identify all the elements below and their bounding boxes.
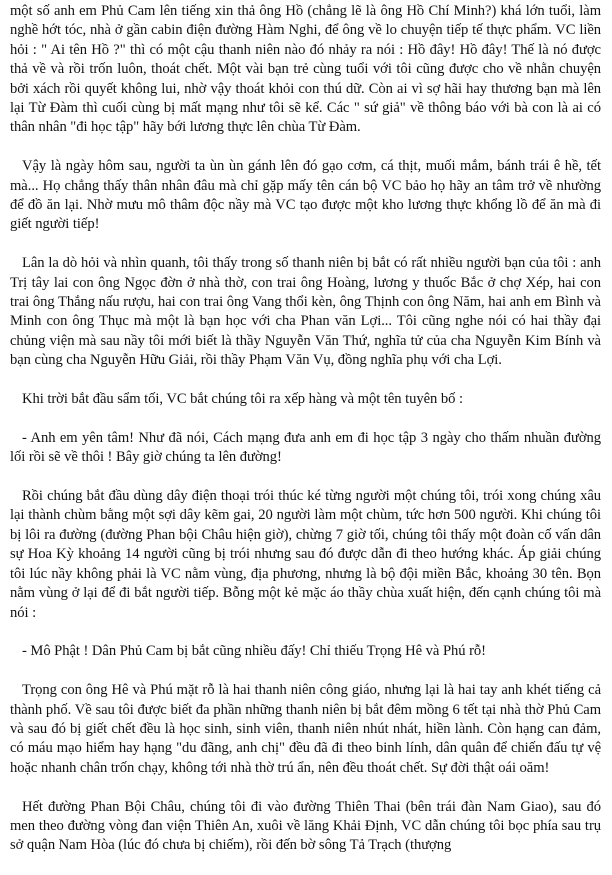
paragraph-tied-with-wire: Rồi chúng bắt đầu dùng dây điện thoại trói thúc ké từng người một chúng tôi, trói xong chúng xâu lại thành chùm bằng một sợi dây kẽm gai, 20 người làm một chùm, tức hơn 500 người. Khi chúng tôi bị lôi ra đường (đường Phan bội Châu hiện giờ), chừng 7 giờ tối, chúng tôi thấy một đoàn cố vấn dân sự Hoa Kỳ khoảng 14 người cũng bị trói nhưng sau đó được dẫn đi theo hướng khác. Áp giải chúng tôi lúc nầy không phải là VC nằm vùng, địa phương, nhưng là bộ đội miền Bắc, khoảng 30 tên. Bọn nằm vùng ở lại để đi bắt người tiếp. Bỗng một kẻ mặc áo thầy chùa xuất hiện, đến cạnh chúng tôi mà nói :: [10, 488, 601, 621]
paragraph-vc-announcement: - Anh em yên tâm! Như đã nói, Cách mạng đưa anh em đi học tập 3 ngày cho thấm nhuần đường lối rồi sẽ về thôi ! Bây giờ chúng ta lên đường!: [10, 429, 601, 466]
paragraph-release-of-mr-ho: một số anh em Phủ Cam lên tiếng xin thả ông Hồ (chẳng lẽ là ông Hồ Chí Minh?) khá lớn tuổi, làm nghề hớt tóc, nhà ở gần cabin điện đường Hàm Nghi, để ông về lo chuyện tiếp tế thực phẩm. VC liền hỏi : " Ai tên Hồ ?" thì có một cậu thanh niên nào đó nhảy ra nói : Hồ đây! Hồ đây! Thế là nó được thả về và rồi trốn luôn, thoát chết. Một vài bạn trẻ cùng tuổi với tôi cũng được cho về nhằn chuyện bởi xách rồi quyết không lui, nhờ vậy thoát khỏi con thú dữ. Còn ai vì sợ hãi hay thương bạn mà lên lại Từ Đàm thì cuối cùng bị mất mạng như tôi sẽ kể. Các " sứ giả" về thông báo với bà con là ai có thân nhân "đi học tập" hãy bới lương thực lên chùa Từ Đàm.: [10, 3, 601, 136]
memoir-text-column: [10, 2, 602, 875]
paragraph-monk-remark: - Mô Phật ! Dân Phủ Cam bị bắt cũng nhiều đấy! Chỉ thiếu Trọng Hê và Phú rỗ!: [22, 643, 486, 660]
paragraph-trong-and-phu: Trọng con ông Hê và Phú mặt rỗ là hai thanh niên công giáo, nhưng lại là hai tay anh khét tiếng cả thành phố. Về sau tôi được biết đa phần những thanh niên bị bắt đêm mồng 6 tết tại nhà thờ Phủ Cam và sau đó bị giết chết đều là học sinh, sinh viên, thanh niên nhút nhát, hiền lành. Còn hạng can đảm, có máu mạo hiểm hay hạng "du đãng, anh chị" đều đã đi theo binh lính, dân quân để chiến đấu tự vệ hoặc nhanh chân trốn chạy, không tới nhà thờ trú ẩn, nên đều thoát chết. Sự đời thật oái oăm!: [10, 682, 601, 776]
paragraph-march-route: Hết đường Phan Bội Châu, chúng tôi đi vào đường Thiên Thai (bên trái đàn Nam Giao), sau đó men theo đường vòng đan viện Thiên An, xuôi về lăng Khải Định, VC dẫn chúng tôi bọc phía sau trụ sở quận Nam Hòa (lúc đó chưa bị chiếm), rồi đến bờ sông Tả Trạch (thượng: [10, 798, 601, 854]
paragraph-food-supplies: Vậy là ngày hôm sau, người ta ùn ùn gánh lên đó gạo cơm, cá thịt, muối mắm, bánh trái ê hề, tết mà... Họ chẳng thấy thân nhân đâu mà chỉ gặp mấy tên cán bộ VC bảo họ hãy an tâm trở về nhường để đồ ăn lại. Nhờ mưu mô thâm độc nầy mà VC tạo được một kho lương thực khổng lồ để ăn mà đi giết người tiếp!: [10, 158, 601, 233]
paragraph-nightfall-lineup: Khi trời bắt đầu sẩm tối, VC bắt chúng tôi ra xếp hàng và một tên tuyên bố :: [22, 391, 463, 408]
paragraph-captured-friends: Lân la dò hỏi và nhìn quanh, tôi thấy trong số thanh niên bị bắt có rất nhiều người bạn của tôi : anh Trị tây lai con ông Ngọc đờn ở nhà thờ, con trai ông Hoàng, lương y thuốc Bắc ở chợ Xép, hai con trai ông Thắng nấu rượu, hai con trai ông Vang thổi kèn, ông Thịnh con ông Năm, hai anh em Bình và Minh con ông Thục mà một là bạn học với cha Phan văn Lợi... Tôi cũng nghe nói có hai thầy đại chủng viện mà sau nầy tôi mới biết là thầy Nguyễn Văn Thứ, nghĩa tử của cha Nguyễn Kim Bính và bạn cùng cha Nguyễn Hữu Giải, rồi thầy Phạm Văn Vụ, đồng nghĩa phụ với cha Lợi.: [10, 255, 601, 369]
